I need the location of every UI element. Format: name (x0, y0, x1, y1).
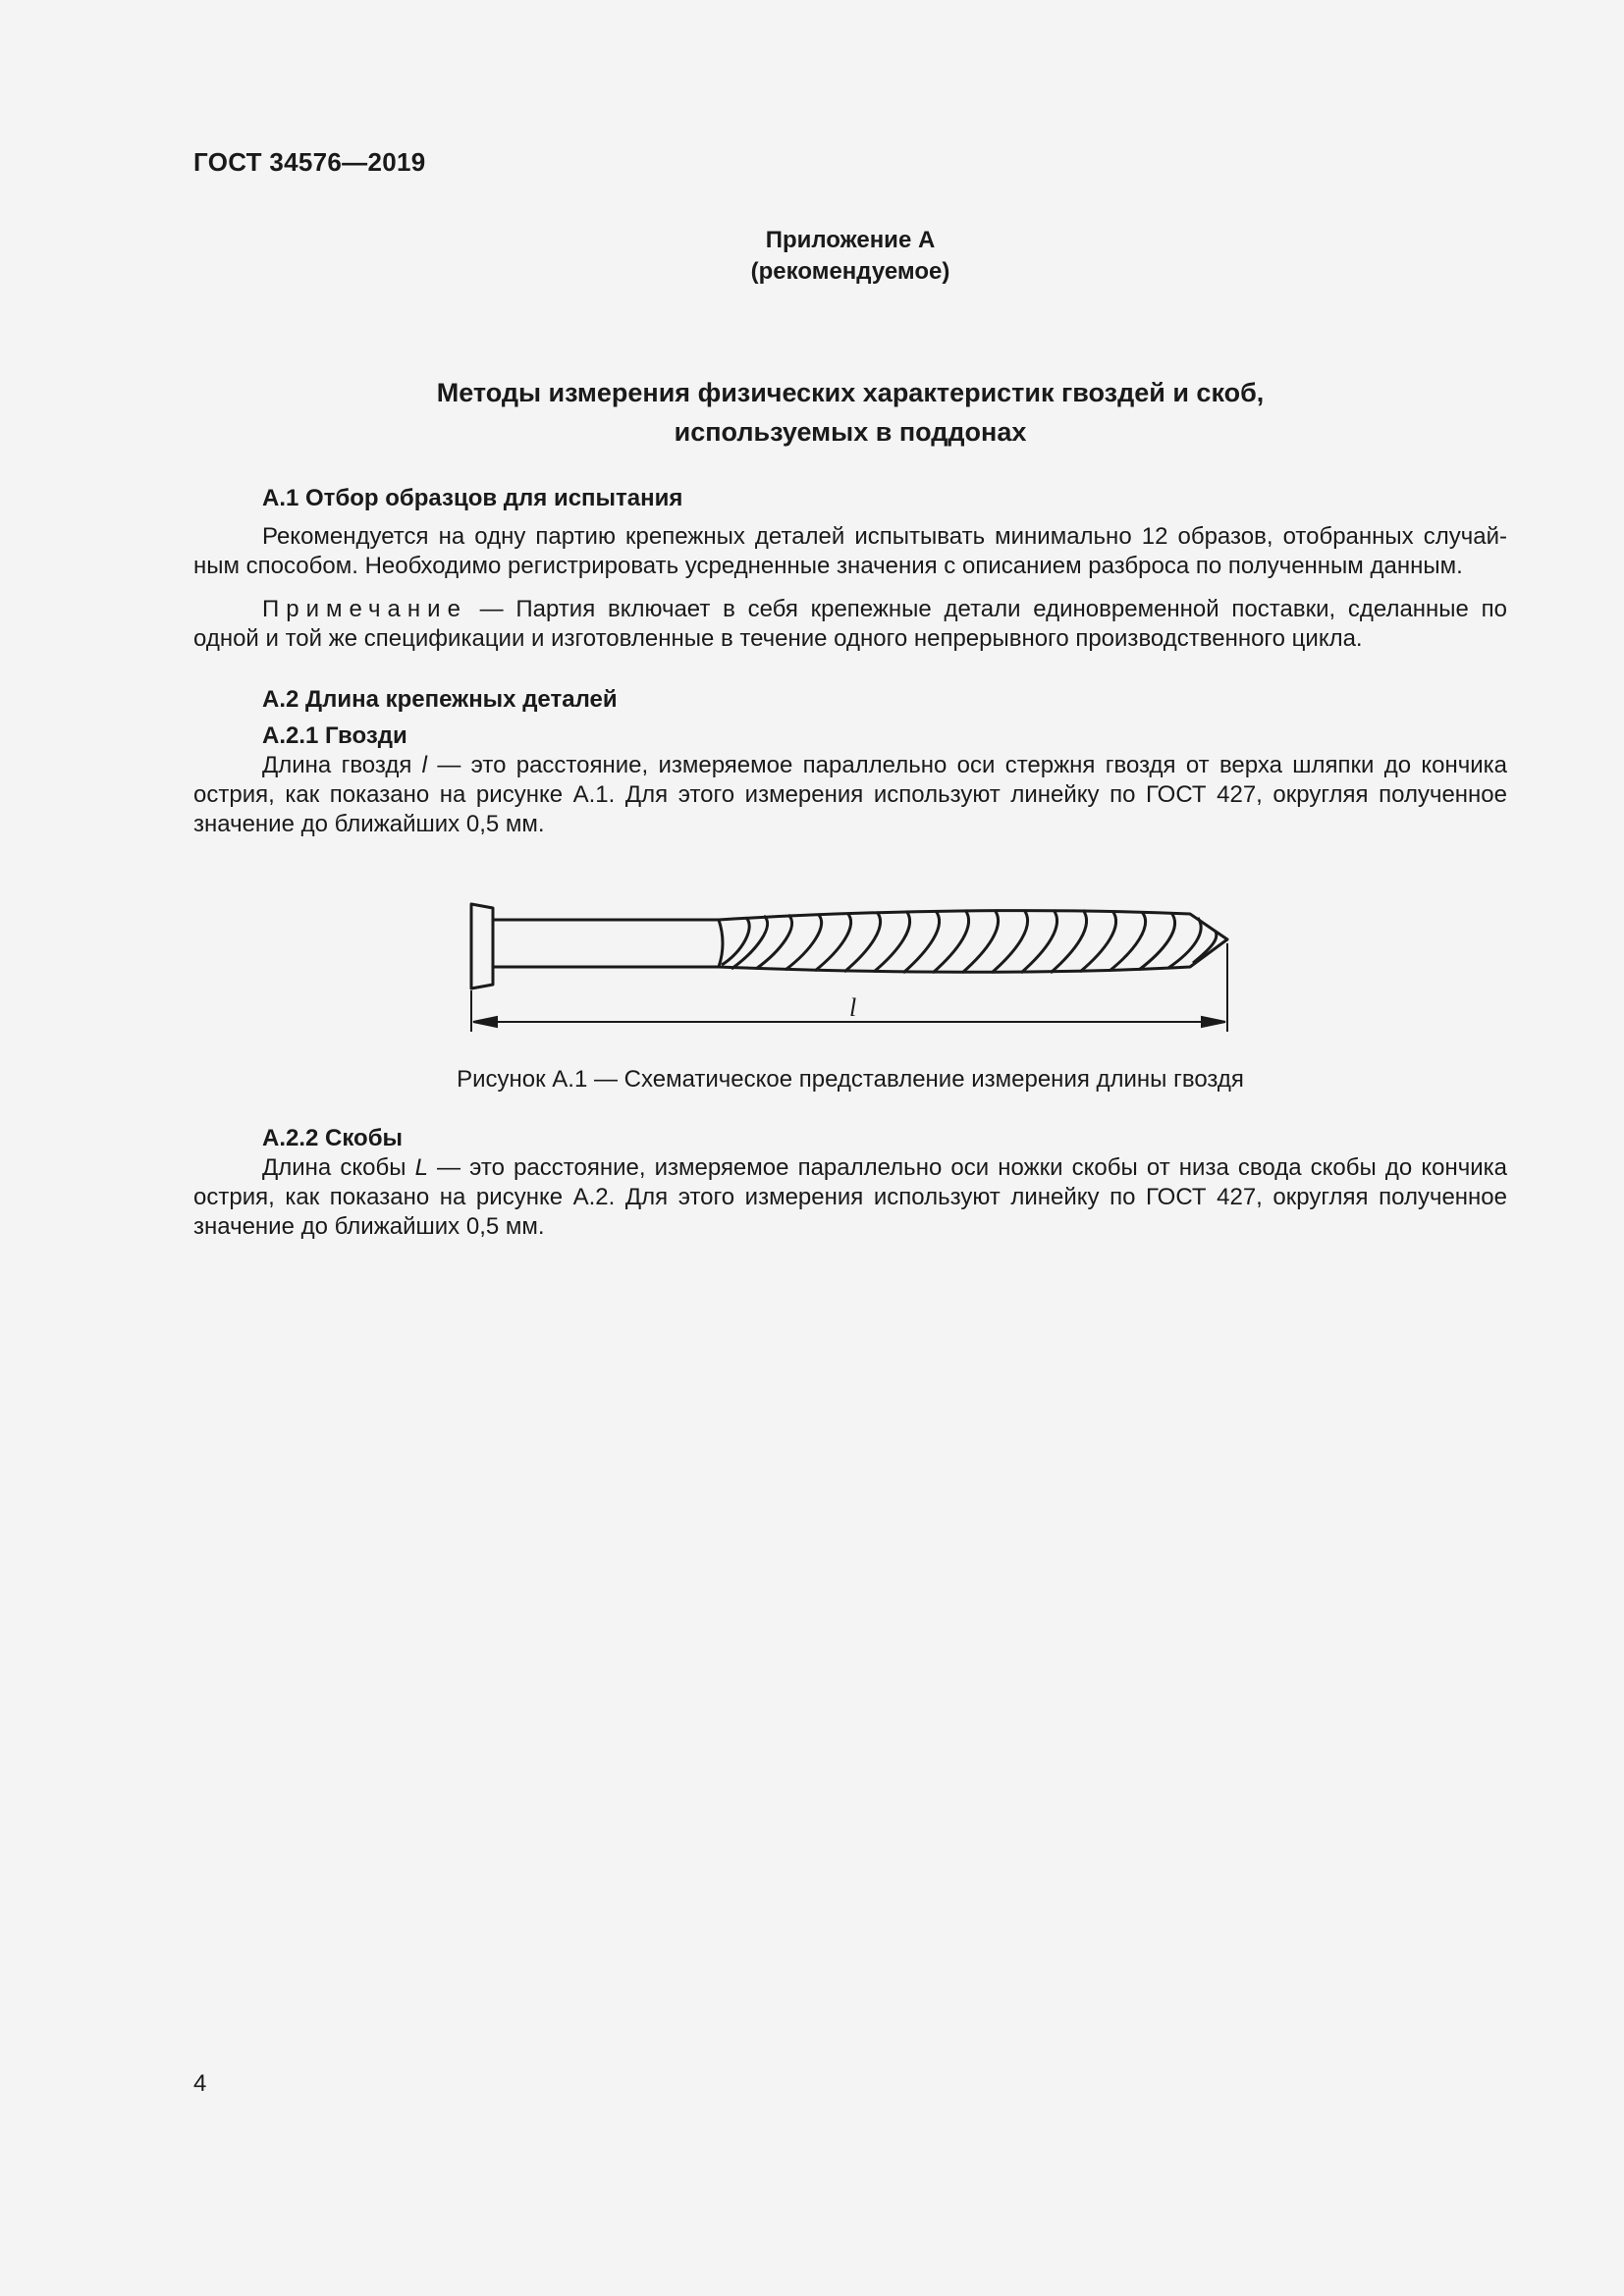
section-a1-note (193, 595, 1507, 654)
paragraph-line: значение до ближайших 0,5 мм. (193, 811, 545, 837)
text-fragment: Длина гвоздя (262, 752, 422, 778)
note-line: одной и той же спецификации и изготовленные в течение одного непрерывного производственного цикла. (193, 625, 1363, 652)
section-a22-paragraph (193, 1153, 1507, 1242)
length-variable: l (421, 752, 428, 778)
nail-figure (461, 888, 1247, 1036)
paragraph-line: Рекомендуется на одну партию крепежных деталей испытывать минимально 12 образов, отобранных случай- (262, 523, 1507, 550)
text-fragment: Длина скобы (262, 1154, 415, 1181)
page-title-line-1: Методы измерения физических характеристик гвоздей и скоб, (436, 378, 1265, 407)
section-a2-heading: А.2 Длина крепежных деталей (262, 686, 618, 713)
note-text: — Партия включает в себя крепежные детали единовременной поставки, сделанные по (466, 596, 1507, 622)
dimension-label: l (849, 993, 857, 1022)
annex-title: Приложение А (765, 227, 936, 253)
note-line (193, 595, 1507, 624)
nail-thread-ridges (722, 910, 1217, 973)
paragraph-line (193, 751, 1507, 780)
document-id: ГОСТ 34576—2019 (193, 147, 426, 177)
dimension-arrow-left (473, 1017, 497, 1027)
dimension-arrow-right (1202, 1017, 1225, 1027)
page-title (193, 373, 1507, 452)
paragraph-line: значение до ближайших 0,5 мм. (193, 1213, 545, 1240)
paragraph-line (193, 1153, 1507, 1183)
section-a22-heading: А.2.2 Скобы (262, 1125, 404, 1151)
section-a21-paragraph (193, 751, 1507, 839)
annex-status: (рекомендуемое) (750, 258, 950, 285)
nail-thread-start (719, 920, 723, 967)
page-number: 4 (193, 2070, 207, 2097)
figure-caption: Рисунок А.1 — Схематическое представление измерения длины гвоздя (457, 1066, 1244, 1093)
note-label: Примечание (262, 596, 467, 622)
paragraph-line: острия, как показано на рисунке А.2. Для этого измерения используют линейку по ГОСТ 427, округляя полученное (193, 1184, 1507, 1210)
text-fragment: — это расстояние, измеряемое параллельно оси стержня гвоздя от верха шляпки до кончика (427, 752, 1508, 778)
text-fragment: — это расстояние, измеряемое параллельно оси ножки скобы от низа свода скобы до кончика (427, 1154, 1507, 1181)
length-variable: L (414, 1154, 428, 1181)
paragraph-line: ным способом. Необходимо регистрировать усредненные значения с описанием разброса по полученным данным. (193, 553, 1463, 579)
page-title-line-2: используемых в поддонах (674, 417, 1027, 447)
section-a1-heading: А.1 Отбор образцов для испытания (262, 485, 683, 511)
nail-head (471, 904, 493, 988)
paragraph-line: острия, как показано на рисунке А.1. Для этого измерения используют линейку по ГОСТ 427, округляя полученное (193, 781, 1507, 808)
section-a21-heading: А.2.1 Гвозди (262, 722, 407, 749)
nail-shank (493, 920, 719, 967)
section-a1-paragraph (193, 522, 1507, 581)
